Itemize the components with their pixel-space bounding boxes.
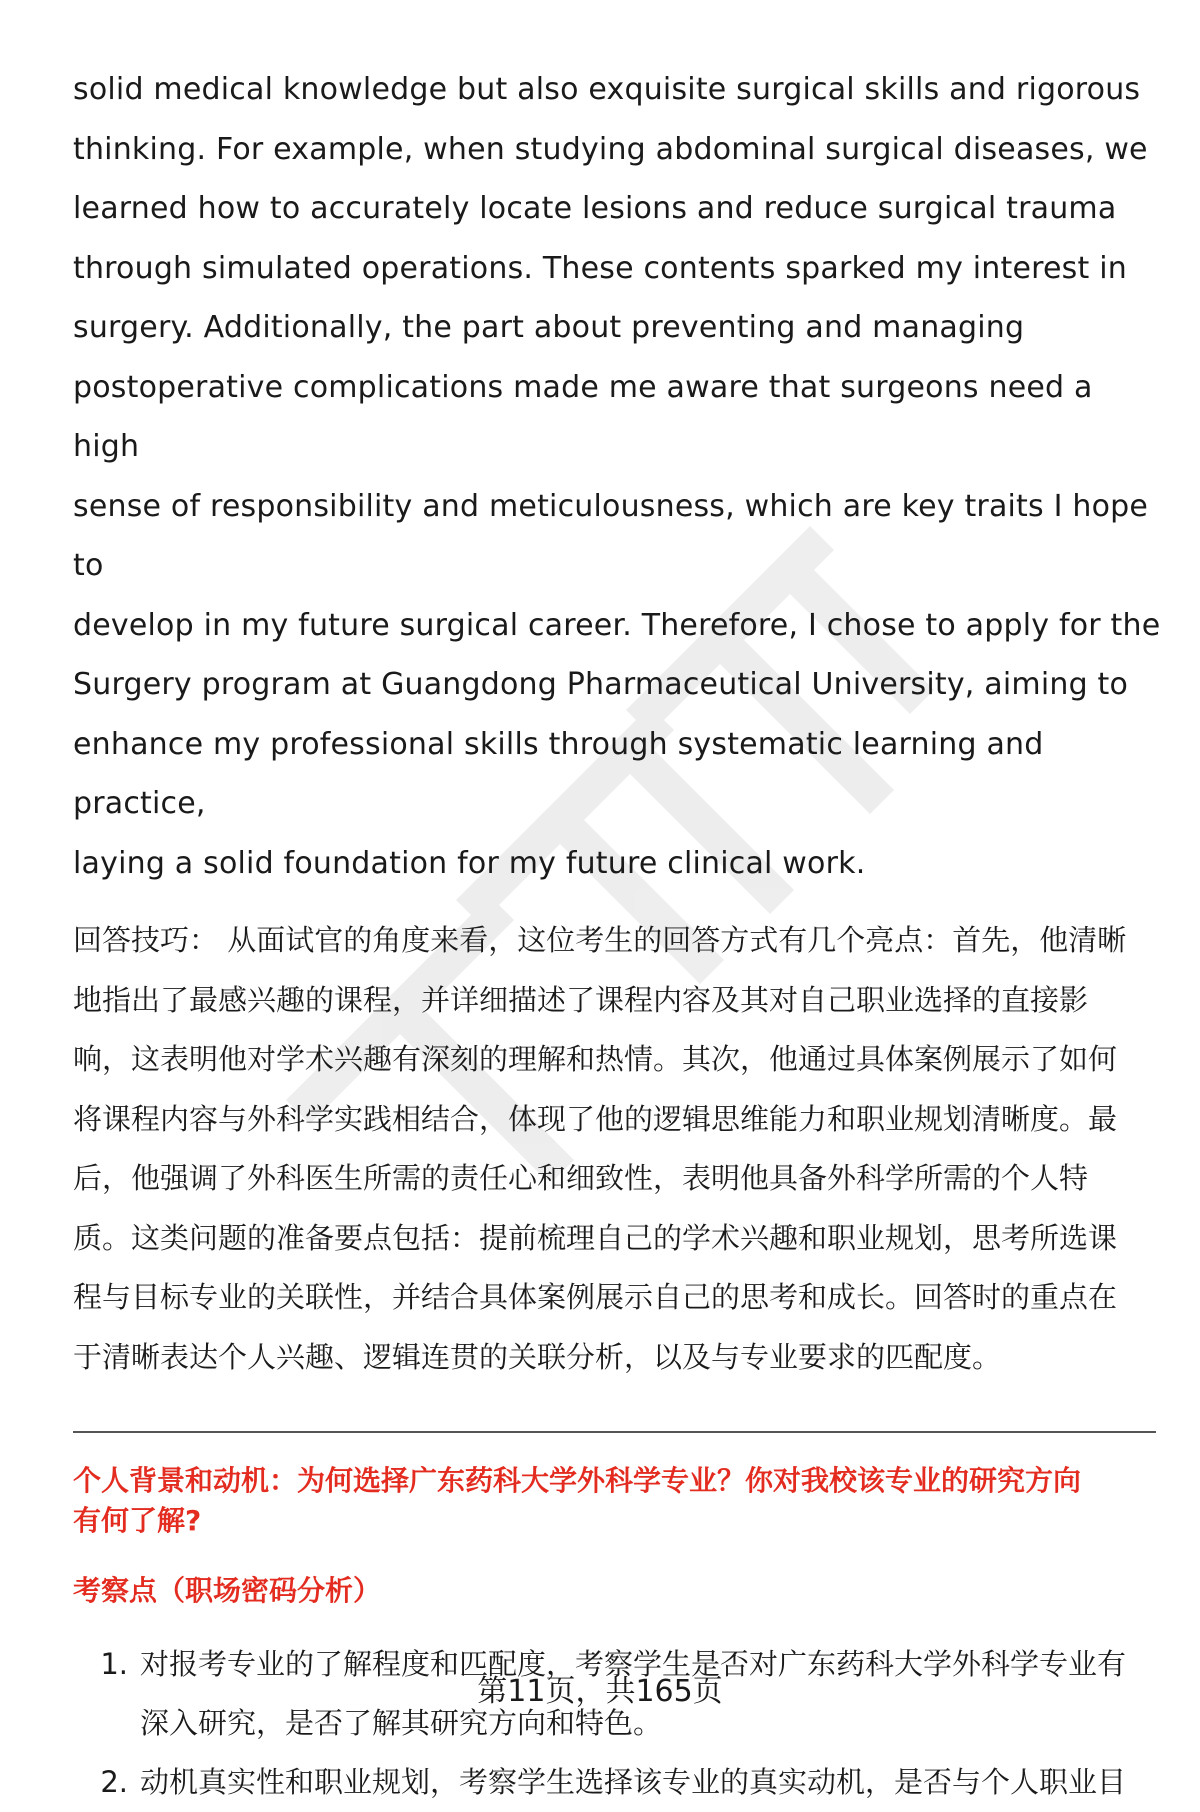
answer-tips-line: 后，他强调了外科医生所需的责任心和细致性，表明他具备外科学所需的个人特 (73, 1161, 1089, 1195)
english-line: develop in my future surgical career. Therefore, I chose to apply for the (73, 607, 1161, 643)
section-heading: 考察点（职场密码分析） (73, 1574, 382, 1607)
list-number: 1. (100, 1647, 128, 1681)
english-line: sense of responsibility and meticulousness, which are key traits I hope to (73, 488, 1149, 583)
list-line: 深入研究，是否了解其研究方向和特色。 (140, 1706, 663, 1740)
answer-tips-line: 程与目标专业的关联性，并结合具体案例展示自己的思考和成长。回答时的重点在 (73, 1280, 1118, 1314)
answer-tips-line: 回答技巧： 从面试官的角度来看，这位考生的回答方式有几个亮点：首先，他清晰 (73, 923, 1127, 957)
answer-tips-line: 将课程内容与外科学实践相结合，体现了他的逻辑思维能力和职业规划清晰度。最 (73, 1101, 1118, 1136)
list-text (128, 1753, 1163, 1812)
english-line: enhance my professional skills through systematic learning and practice, (73, 726, 1044, 821)
main-content (73, 60, 1163, 1812)
question-line: 有何了解? (73, 1504, 202, 1537)
english-line: surgery. Additionally, the part about preventing and managing (73, 310, 1025, 345)
page-footer: 第11页，共165页 (477, 1674, 723, 1709)
list-number: 2. (100, 1765, 128, 1799)
english-line: postoperative complications made me aware that surgeons need a high (73, 369, 1093, 464)
question-heading (73, 1461, 1163, 1541)
english-line: solid medical knowledge but also exquisite surgical skills and rigorous (73, 72, 1141, 107)
answer-tips-paragraph (73, 911, 1163, 1387)
answer-tips-line: 响，这表明他对学术兴趣有深刻的理解和热情。其次，他通过具体案例展示了如何 (73, 1042, 1118, 1076)
list-line: 对报考专业的了解程度和匹配度，考察学生是否对广东药科大学外科学专业有 (140, 1647, 1127, 1681)
english-line: learned how to accurately locate lesions and reduce surgical trauma (73, 191, 1117, 226)
english-paragraph (73, 60, 1163, 893)
english-line: Surgery program at Guangdong Pharmaceutical University, aiming to (73, 667, 1129, 702)
list-line: 动机真实性和职业规划，考察学生选择该专业的真实动机，是否与个人职业目 (140, 1765, 1127, 1799)
english-line: thinking. For example, when studying abdominal surgical diseases, we (73, 131, 1148, 167)
answer-tips-line: 质。这类问题的准备要点包括：提前梳理自己的学术兴趣和职业规划，思考所选课 (73, 1220, 1118, 1255)
answer-tips-line: 地指出了最感兴趣的课程，并详细描述了课程内容及其对自己职业选择的直接影 (73, 982, 1089, 1017)
answer-tips-line: 于清晰表达个人兴趣、逻辑连贯的关联分析，以及与专业要求的匹配度。 (73, 1339, 1002, 1374)
assessment-points-list (73, 1635, 1163, 1812)
section-divider (73, 1431, 1156, 1433)
english-line: laying a solid foundation for my future clinical work. (73, 845, 866, 881)
english-line: through simulated operations. These contents sparked my interest in (73, 250, 1127, 286)
question-line: 个人背景和动机：为何选择广东药科大学外科学专业？你对我校该专业的研究方向 (73, 1464, 1082, 1497)
list-item (73, 1753, 1163, 1812)
